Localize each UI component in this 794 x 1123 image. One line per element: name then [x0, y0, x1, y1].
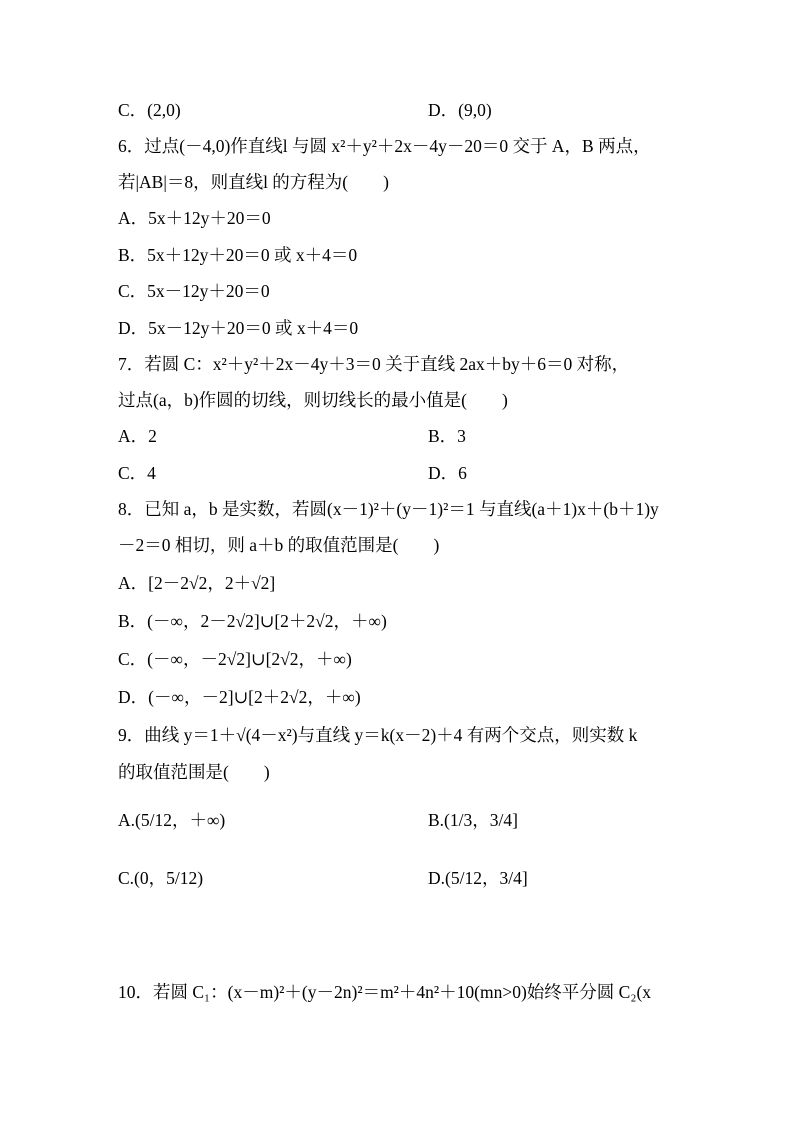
q6-option-d: D．5x－12y＋20＝0 或 x＋4＝0 — [118, 318, 359, 338]
q9-option-b: B.(1/3，3/4] — [428, 810, 518, 830]
q8-option-a: A．[2－2√2，2＋√2] — [118, 573, 276, 593]
q7-option-b: B．3 — [428, 426, 466, 446]
q5-option-c: C．(2,0) — [118, 100, 181, 120]
q7-stem-line2: 过点(a，b)作圆的切线，则切线长的最小值是( ) — [118, 390, 508, 410]
q6-option-c: C．5x－12y＋20＝0 — [118, 281, 270, 301]
q7-option-c: C．4 — [118, 463, 156, 483]
q7-option-a: A．2 — [118, 426, 157, 446]
q7-option-d: D．6 — [428, 463, 467, 483]
q9-stem-line1: 9．曲线 y＝1＋√(4－x²)与直线 y＝k(x－2)＋4 有两个交点，则实数 k — [118, 725, 638, 745]
q9-option-a: A.(5/12，＋∞) — [118, 810, 226, 830]
q5-option-d: D．(9,0) — [428, 100, 492, 120]
q6-option-a: A．5x＋12y＋20＝0 — [118, 208, 271, 228]
q8-stem-line2: －2＝0 相切，则 a＋b 的取值范围是( ) — [118, 535, 440, 555]
q9-stem-line2: 的取值范围是( ) — [118, 762, 270, 782]
q8-option-c: C．(－∞，－2√2]∪[2√2，＋∞) — [118, 649, 352, 669]
q6-option-b: B．5x＋12y＋20＝0 或 x＋4＝0 — [118, 245, 358, 265]
q9-option-c: C.(0，5/12) — [118, 868, 204, 888]
q8-option-d: D．(－∞，－2]∪[2＋2√2，＋∞) — [118, 687, 361, 707]
q6-stem-line2: 若|AB|＝8，则直线l 的方程为( ) — [118, 172, 389, 192]
q8-stem-line1: 8．已知 a，b 是实数，若圆(x－1)²＋(y－1)²＝1 与直线(a＋1)x＋(b＋1)y — [118, 499, 659, 519]
q8-option-b: B．(－∞，2－2√2]∪[2＋2√2，＋∞) — [118, 611, 387, 631]
q7-stem-line1: 7．若圆 C：x²＋y²＋2x－4y＋3＝0 关于直线 2ax＋by＋6＝0 对称， — [118, 354, 630, 374]
q6-stem-line1: 6．过点(－4,0)作直线l 与圆 x²＋y²＋2x－4y－20＝0 交于 A，B 两点， — [118, 136, 651, 156]
q10-stem-line1: 10．若圆 C₁：(x－m)²＋(y－2n)²＝m²＋4n²＋10(mn>0)始终平分圆 C₂(x — [118, 982, 652, 1002]
q9-option-d: D.(5/12，3/4] — [428, 868, 528, 888]
